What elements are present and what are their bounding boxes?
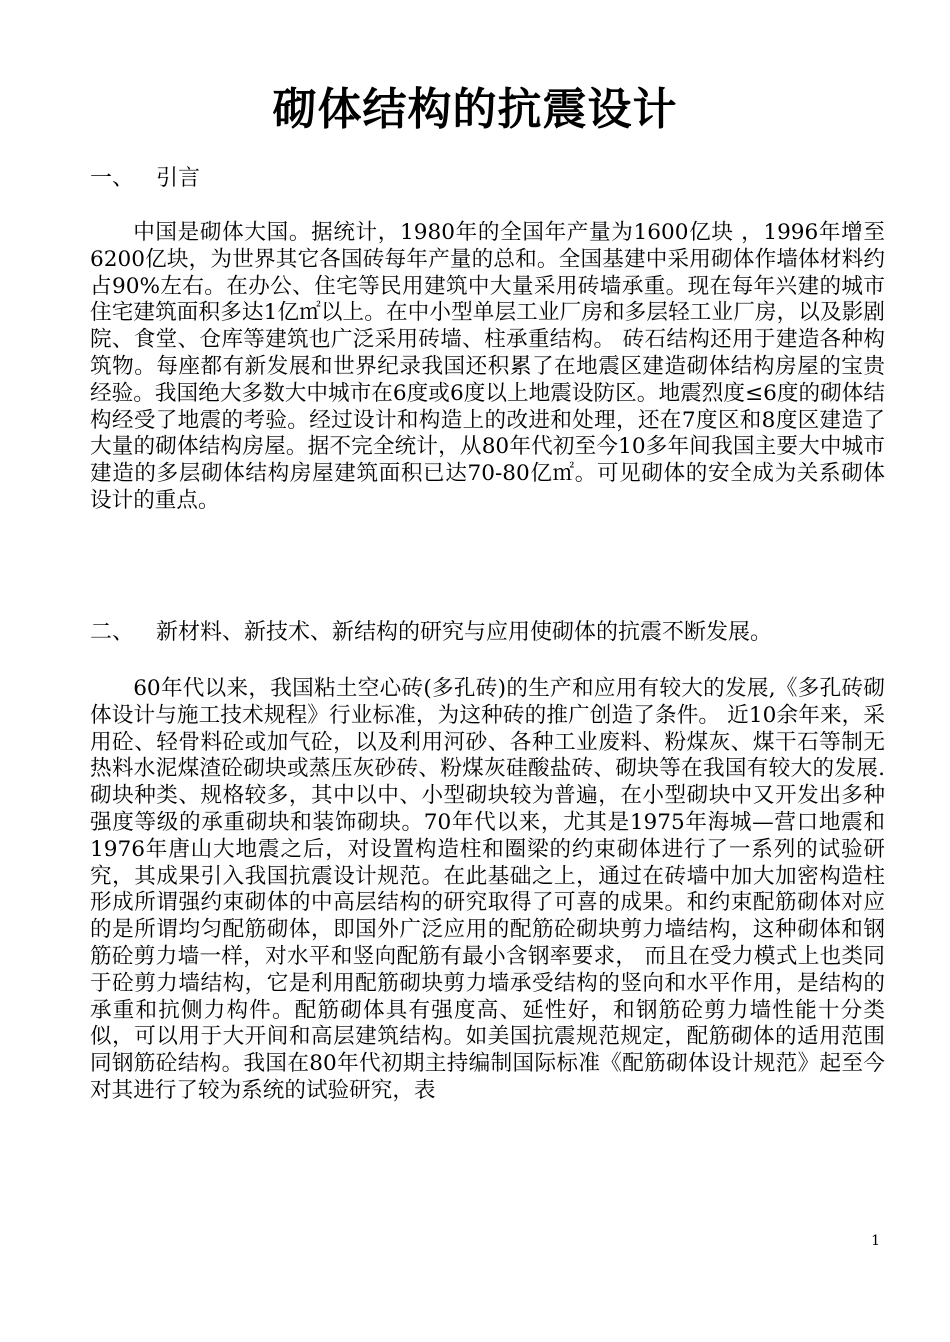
section-heading-new-materials [90,618,880,648]
section-number: 一、 [90,166,135,191]
body-paragraph: 60年代以来，我国粘土空心砖(多孔砖)的生产和应用有较大的发展,《多孔砖砌体设计与施工技术规程》行业标准，为这种砖的推广创造了条件。 近10余年来，采用砼、轻骨料砼或加气砼，以及利用河砂、各种工业废料、粉煤灰、煤干石等制无热料水泥煤渣砼砌块或蒸压灰砂砖、粉煤灰硅酸盐砖、砌块等在我国有较大的发展.砌块种类、规格较多，其中以中、小型砌块较为普遍，在小型砌块中又开发出多种强度等级的承重砌块和装饰砌块。70年代以来，尤其是1975年海城—营口地震和1976年唐山大地震之后，对设置构造柱和圈梁的约束砌体进行了一系列的试验研究，其成果引入我国抗震设计规范。在此基础之上，通过在砖墙中加大加密构造柱形成所谓强约束砌体的中高层结构的研究取得了可喜的成果。和约束配筋砌体对应的是所谓均匀配筋砌体，即国外广泛应用的配筋砼砌块剪力墙结构，这种砌体和钢筋砼剪力墙一样，对水平和竖向配筋有最小含钢率要求， 而且在受力模式上也类同于砼剪力墙结构，它是利用配筋砌块剪力墙承受结构的竖向和水平作用，是结构的承重和抗侧力构件。配筋砌体具有强度高、延性好，和钢筋砼剪力墙性能十分类似，可以用于大开间和高层建筑结构。如美国抗震规范规定，配筋砌体的适用范围同钢筋砼结构。我国在80年代初期主持编制国际标准《配筋砌体设计规范》起至今对其进行了较为系统的试验研究，表 [90,676,885,1103]
section-heading-text: 引言 [156,166,201,191]
section-number: 二、 [90,620,135,645]
body-paragraph: 中国是砌体大国。据统计，1980年的全国年产量为1600亿块 ，1996年增至6200亿块，为世界其它各国砖每年产量的总和。全国基建中采用砌体作墙体材料约占90%左右。在办公、住宅等民用建筑中大量采用砖墙承重。现在每年兴建的城市住宅建筑面积多达1亿㎡以上。在中小型单层工业厂房和多层轻工业厂房，以及影剧院、食堂、仓库等建筑也广泛采用砖墙、柱承重结构。 砖石结构还用于建造各种构筑物。每座都有新发展和世界纪录我国还积累了在地震区建造砌体结构房屋的宝贵经验。我国绝大多数大中城市在6度或6度以上地震设防区。地震烈度≤6度的砌体结构经受了地震的考验。经过设计和构造上的改进和处理，还在7度区和8度区建造了大量的砌体结构房屋。据不完全统计，从80年代初至今10多年间我国主要大中城市建造的多层砌体结构房屋建筑面积已达70-80亿㎡。可见砌体的安全成为关系砌体设计的重点。 [90,220,885,513]
page-number: 1 [871,1233,880,1249]
section-heading-text: 新材料、新技术、新结构的研究与应用使砌体的抗震不断发展。 [156,620,773,645]
section-heading-introduction [90,164,880,194]
document-title: 砌体结构的抗震设计 [272,84,678,135]
